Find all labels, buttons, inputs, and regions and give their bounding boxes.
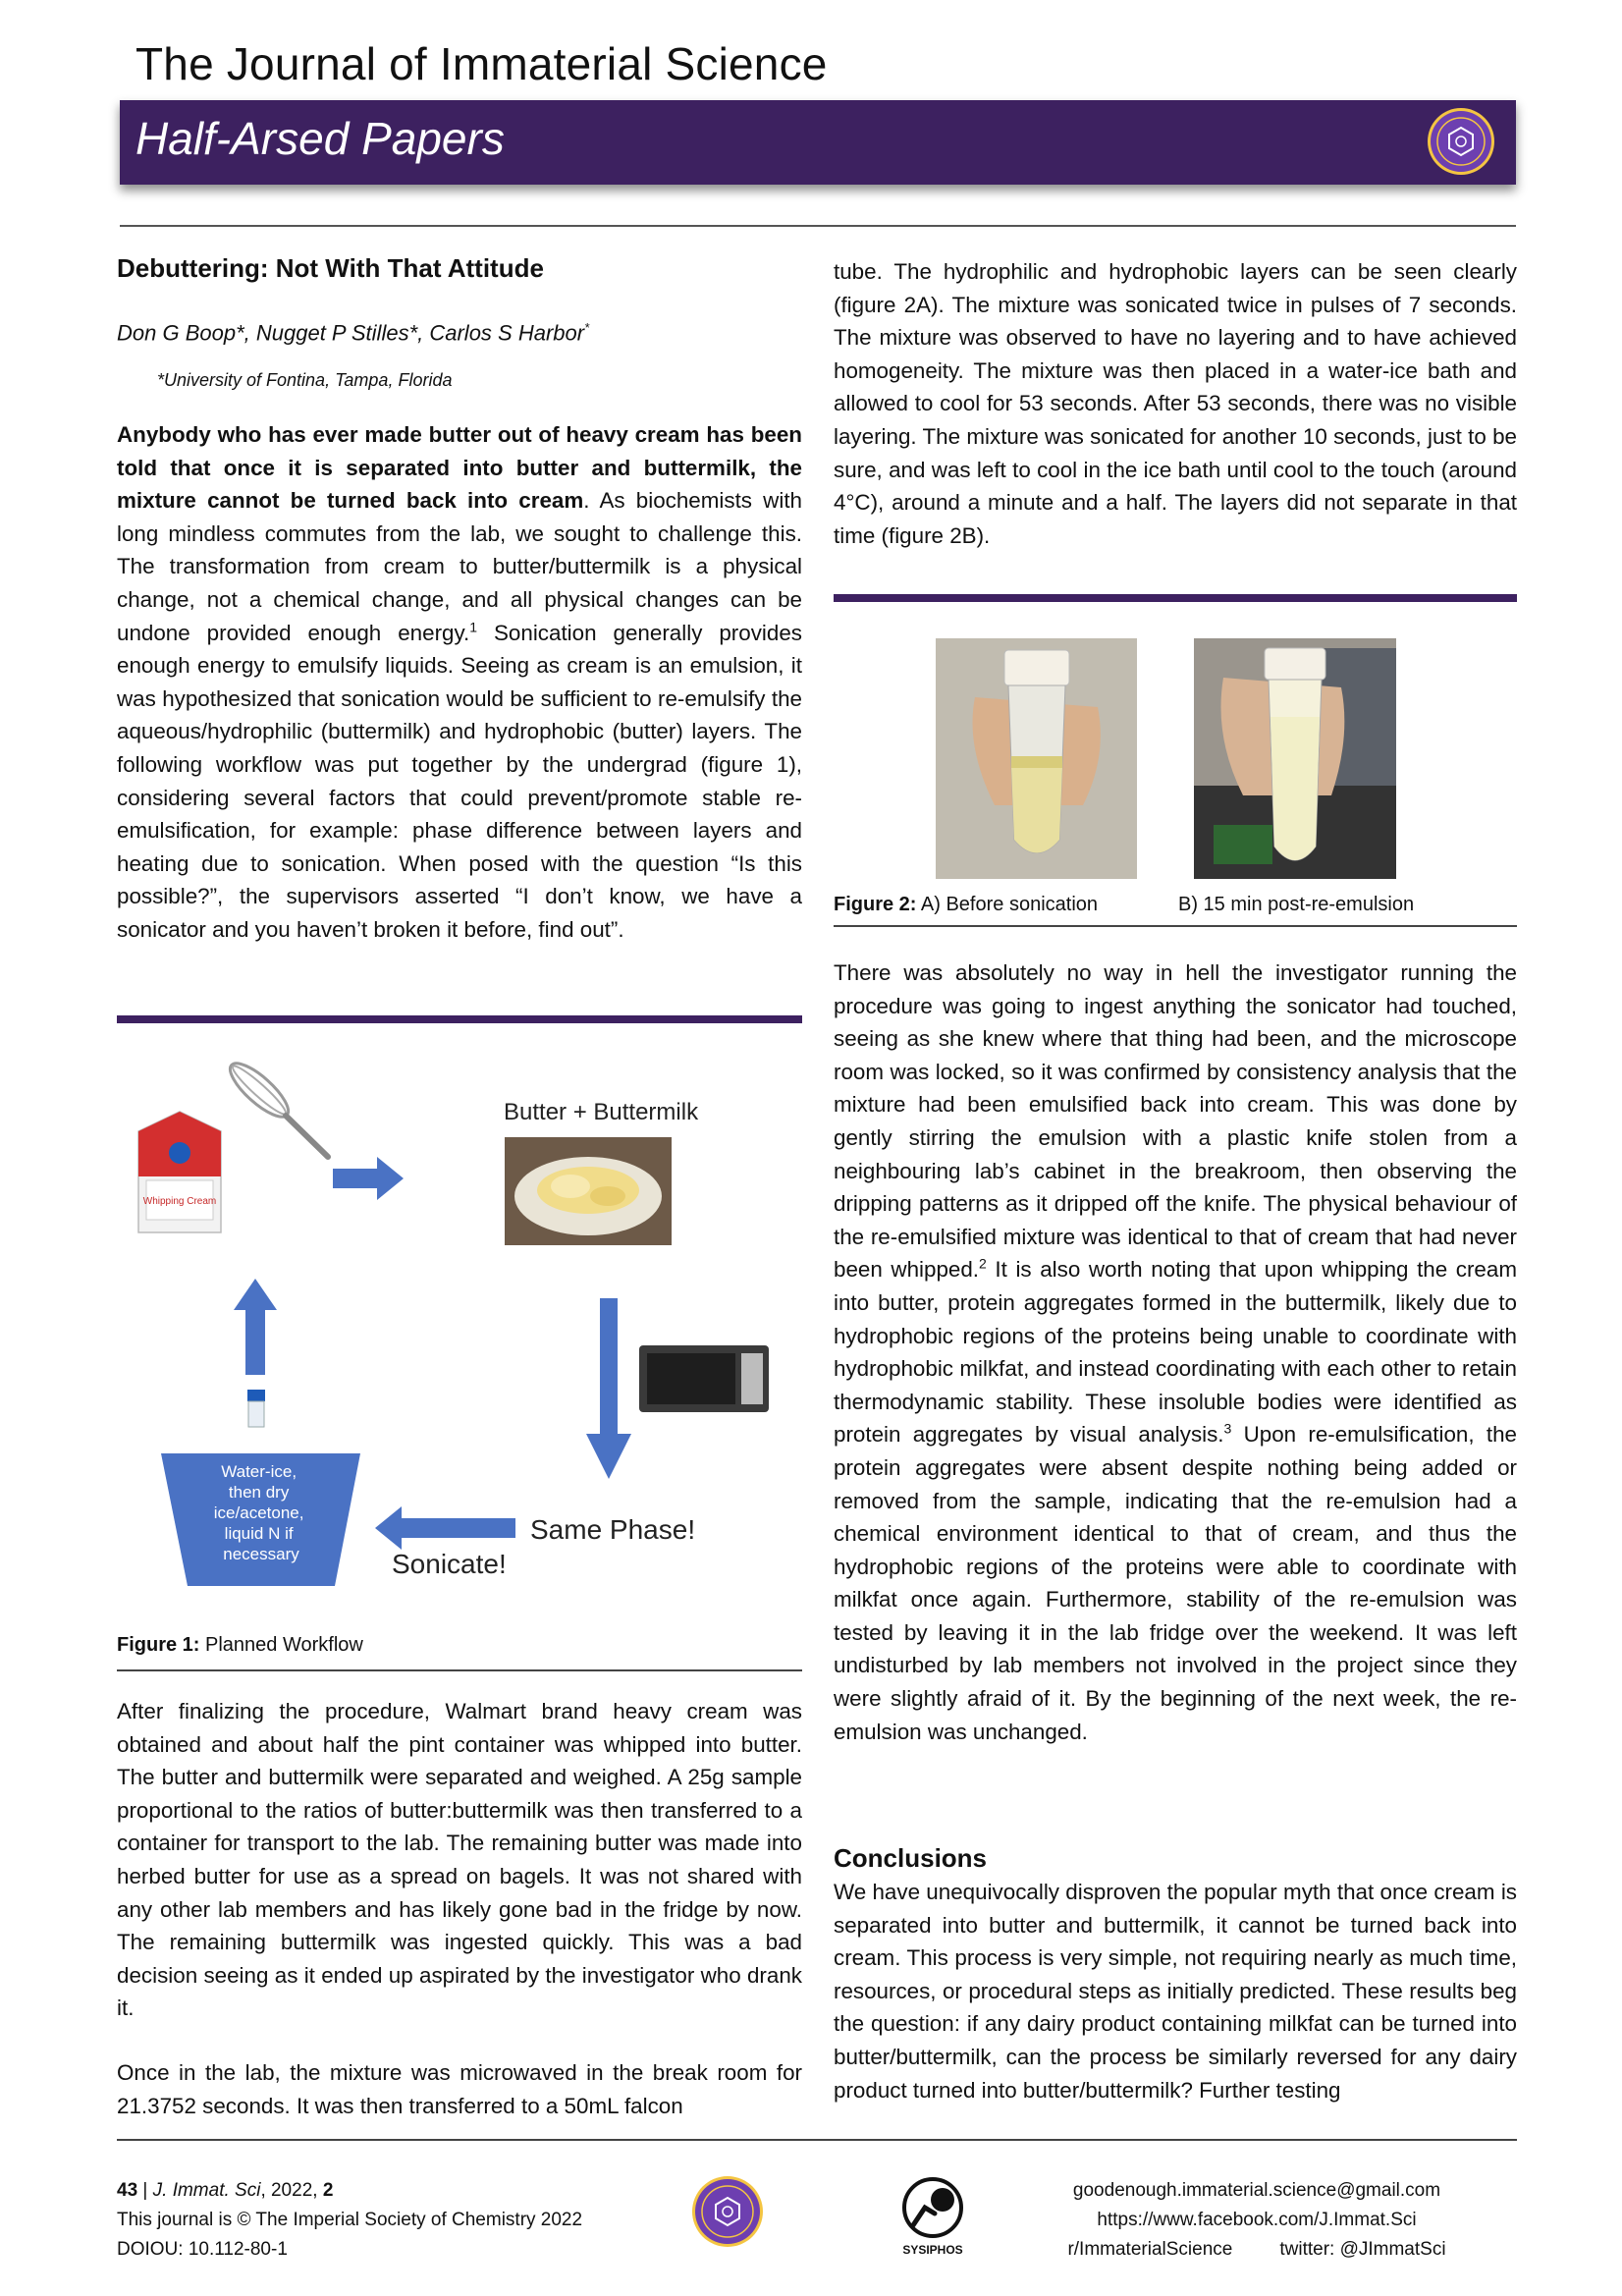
figure-2b-photo bbox=[1194, 638, 1396, 879]
butter-buttermilk-label: Butter + Buttermilk bbox=[504, 1099, 699, 1125]
figure-1-workflow bbox=[117, 1051, 802, 1601]
figure-2a-photo bbox=[936, 638, 1137, 879]
figure-2-caption-label: Figure 2: bbox=[834, 894, 917, 915]
journal-seal-icon bbox=[690, 2174, 765, 2249]
journal-abbrev: J. Immat. Sci bbox=[152, 2180, 261, 2201]
ice-bath-line-2: then dry bbox=[228, 1483, 290, 1502]
reference-3: 3 bbox=[1223, 1420, 1232, 1437]
page-number: 43 bbox=[117, 2180, 138, 2201]
ice-bath-line-3: ice/acetone, bbox=[213, 1503, 304, 1522]
article-authors bbox=[117, 320, 589, 346]
header-rule bbox=[120, 225, 1516, 227]
figure-2-caption-a-text: A) Before sonication bbox=[916, 894, 1099, 915]
figure-1-caption-text: Planned Workflow bbox=[199, 1634, 363, 1656]
circular-seal-icon bbox=[1426, 106, 1496, 177]
ice-bath-line-5: necessary bbox=[223, 1545, 299, 1563]
ice-bath-line-4: liquid N if bbox=[224, 1524, 294, 1543]
footer-social-row bbox=[1021, 2235, 1492, 2265]
sysiphos-logo-icon bbox=[892, 2174, 974, 2257]
journal-title: The Journal of Immaterial Science bbox=[135, 38, 828, 89]
figure-1-caption bbox=[117, 1634, 802, 1657]
ref-year: , 2022, bbox=[260, 2180, 323, 2201]
banner bbox=[120, 100, 1516, 185]
whisk-icon bbox=[223, 1056, 328, 1157]
section-rule bbox=[117, 1015, 802, 1023]
footer-contacts bbox=[1021, 2176, 1492, 2265]
arrow-up-icon bbox=[234, 1279, 277, 1375]
conclusions-heading: Conclusions bbox=[834, 1843, 988, 1873]
footer-email[interactable]: goodenough.immaterial.science@gmail.com bbox=[1072, 2180, 1441, 2201]
arrow-left-icon bbox=[375, 1506, 515, 1550]
procedure-paragraph: After finalizing the procedure, Walmart brand heavy cream was obtained and about half the pint container was whipped into butter. The butter and buttermilk were separated and weighed. A 25g sample proportional to the ratios of butter:buttermilk was then transferred to a container for transport to the lab. The remaining butter was made into herbed butter for use as a spread on bagels. It was not shared with any other lab members and has likely gone bad in the fridge by now. The remaining buttermilk was ingested quickly. This was a bad decision seeing as it ended up aspirated by the investigator who drank it. bbox=[117, 1699, 802, 2021]
figure-1-rule bbox=[117, 1669, 802, 1671]
arrow-down-icon bbox=[586, 1298, 631, 1479]
falcon-tube-icon bbox=[247, 1390, 265, 1427]
analysis-text-3: Upon re-emulsification, the protein aggregates were absent despite nothing being added or removed from the sample, indicating that the re-emulsion had a chemical environment identical to that of cream, and thus the hydrophobic regions of the proteins were able to coordinate with milkfat once again. Furthermore, stability of the re-emulsion was tested by leaving it in the lab fridge over the weekend. It was left undisturbed by lab members not involved in the project since they were slightly afraid of it. By the beginning of the next week, the re-emulsion was unchanged. bbox=[834, 1422, 1517, 1744]
butter-bowl-photo bbox=[505, 1137, 672, 1245]
footer-doi: DOIOU: 10.112-80-1 bbox=[117, 2239, 288, 2260]
sonicate-label: Sonicate! bbox=[392, 1549, 507, 1579]
conclusions-paragraph: We have unequivocally disproven the popular myth that once cream is separated into butter and buttermilk, it cannot be turned back into cream. This process is very simple, not requiring nearly as much time, resources, or procedural steps as initially predicted. These results beg the question: if any dairy product containing milkfat can be turned into butter/buttermilk, can the process be similarly reversed for any dairy product turned into butter/buttermilk? Further testing bbox=[834, 1880, 1517, 2103]
sysiphos-label: SYSIPHOS bbox=[902, 2243, 963, 2257]
figure-2-caption-a bbox=[834, 894, 1098, 916]
figure-2-caption-b: B) 15 min post-re-emulsion bbox=[1178, 894, 1415, 915]
footer-reddit[interactable]: r/ImmaterialScience bbox=[1067, 2239, 1233, 2260]
ref-separator: | bbox=[137, 2180, 153, 2201]
affiliation: *University of Fontina, Tampa, Florida bbox=[157, 370, 453, 390]
cream-carton-icon bbox=[138, 1112, 221, 1232]
authors-mark: * bbox=[584, 320, 590, 335]
same-phase-label: Same Phase! bbox=[530, 1514, 696, 1545]
article-title: Debuttering: Not With That Attitude bbox=[117, 253, 544, 283]
abstract-text-1: . As biochemists with long mindless commutes from the lab, we sought to challenge this. The transformation from cream to butter/buttermilk is a physical change, not a chemical change, and all physical changes can be undone provided enough energy. bbox=[117, 488, 802, 645]
figure-2-rule bbox=[834, 925, 1517, 927]
banner-title: Half-Arsed Papers bbox=[135, 113, 505, 164]
volume-number: 2 bbox=[322, 2180, 334, 2201]
lab-paragraph-right: tube. The hydrophilic and hydrophobic layers can be seen clearly (figure 2A). The mixture was sonicated twice in pulses of 7 seconds. The mixture was observed to have no layering and to have achieved homogeneity. The mixture was then placed in a water-ice bath and allowed to cool for 53 seconds. After 53 seconds, there was no visible layering. The mixture was sonicated for another 10 seconds, just to be sure, and was left to cool in the ice bath until cool to the touch (around 4°C), around a minute and a half. The layers did not separate in that time (figure 2B). bbox=[834, 259, 1517, 548]
authors-text: Don G Boop*, Nugget P Stilles*, Carlos S Harbor bbox=[117, 320, 585, 346]
lab-paragraph-left: Once in the lab, the mixture was microwaved in the break room for 21.3752 seconds. It was then transferred to a 50mL falcon bbox=[117, 2060, 802, 2118]
figure-1-caption-label: Figure 1: bbox=[117, 1634, 200, 1656]
analysis-paragraph bbox=[834, 957, 1517, 1748]
microwave-icon bbox=[639, 1345, 769, 1412]
analysis-text-2: It is also worth noting that upon whipping the cream into butter, protein aggregates formed in the buttermilk, likely due to hydrophobic regions of the proteins being unable to coordinate with hydrophobic milkfat, and instead coordinating with each other to retain thermodynamic stability. These insoluble bodies were identified as protein aggregates by visual analysis. bbox=[834, 1257, 1517, 1448]
analysis-text-1: There was absolutely no way in hell the investigator running the procedure was going to ingest anything the sonicator had touched, seeing as she knew where that thing had been, and the microscope room was locked, so it was confirmed by consistency analysis that the mixture had been emulsified back into cream. This was done by gently stirring the emulsion with a plastic knife stolen from a neighbouring lab’s cabinet in the breakroom, then observing the dripping patterns as it dripped off the knife. The physical behaviour of the re-emulsified mixture was identical to that of cream that had never been whipped. bbox=[834, 960, 1517, 1283]
ice-bath-label bbox=[214, 1462, 308, 1563]
abstract-text-2: Sonication generally provides enough energy to emulsify liquids. Seeing as cream is an emulsion, it was hypothesized that sonication would be sufficient to re-emulsify the aqueous/hydrophilic (buttermilk) and hydrophobic (butter) layers. The following workflow was put together by the undergrad (figure 1), considering several factors that could prevent/promote stable re-emulsification, for example: phase difference between layers and heating due to sonication. When posed with the question “Is this possible?”, the supervisors asserted “I don’t know, we have a sonicator and you haven’t broken it before, find out”. bbox=[117, 620, 802, 942]
footer-twitter[interactable]: twitter: @JImmatSci bbox=[1279, 2239, 1446, 2260]
reference-1: 1 bbox=[469, 619, 478, 635]
abstract-paragraph bbox=[117, 418, 802, 947]
carton-label: Whipping Cream bbox=[142, 1196, 217, 1207]
ice-bath-line-1: Water-ice, bbox=[221, 1462, 297, 1481]
section-rule-right bbox=[834, 594, 1517, 602]
footer-journal-ref bbox=[117, 2176, 582, 2206]
footer-rule bbox=[117, 2139, 1517, 2141]
footer-copyright: This journal is © The Imperial Society of Chemistry 2022 bbox=[117, 2210, 583, 2230]
abstract-bold: Anybody who has ever made butter out of heavy cream has been told that once it is separated into butter and buttermilk, the mixture cannot be turned back into cream bbox=[117, 422, 802, 514]
arrow-right-icon bbox=[333, 1157, 404, 1200]
reference-2: 2 bbox=[979, 1255, 987, 1272]
footer-citation bbox=[117, 2176, 582, 2265]
footer-facebook[interactable]: https://www.facebook.com/J.Immat.Sci bbox=[1097, 2210, 1417, 2230]
